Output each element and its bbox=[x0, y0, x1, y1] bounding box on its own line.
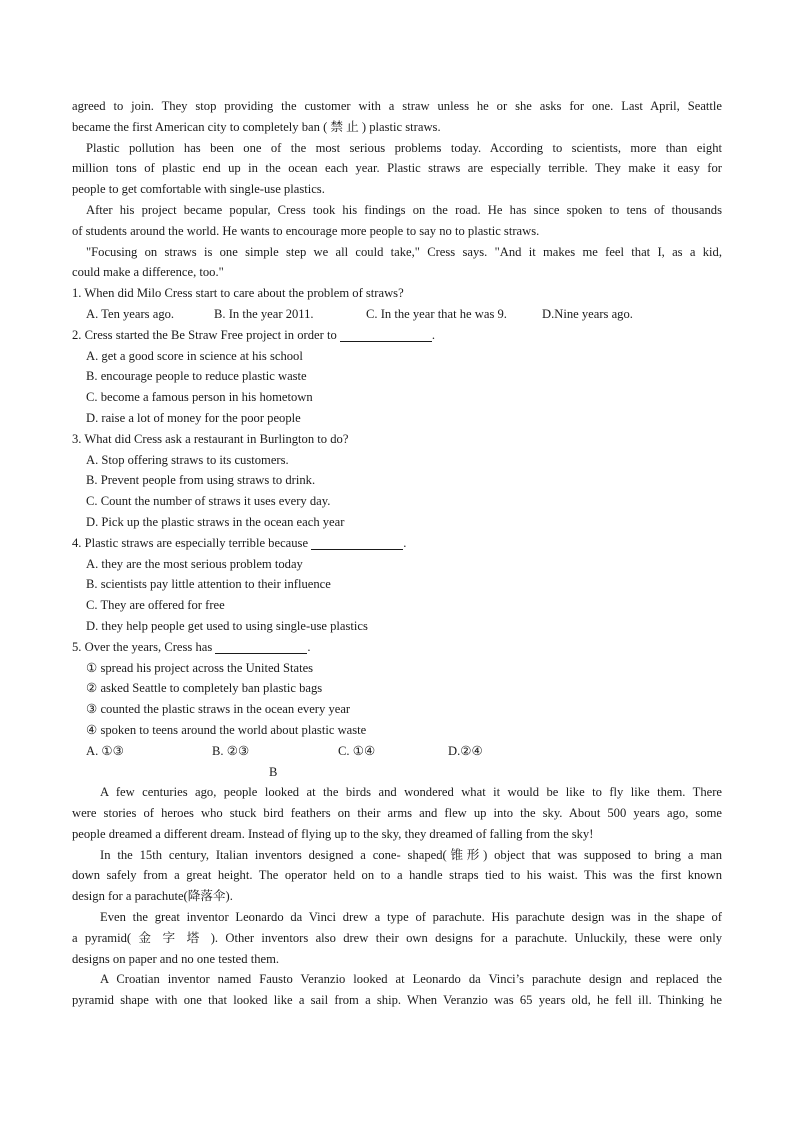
question-1-options bbox=[72, 304, 722, 325]
passage-a-line: became the first American city to completely ban ( 禁 止 ) plastic straws. bbox=[72, 119, 441, 134]
statement-item: ① spread his project across the United States bbox=[86, 660, 314, 675]
passage-b-line: design for a parachute(降落伞). bbox=[72, 889, 233, 904]
option-d[interactable]: D. they help people get used to using single-use plastics bbox=[86, 618, 368, 633]
option-a[interactable]: A. get a good score in science at his school bbox=[86, 348, 303, 363]
section-b-label: B bbox=[269, 764, 278, 779]
option-c[interactable]: C. They are offered for free bbox=[86, 598, 225, 613]
option-b[interactable]: B. In the year 2011. bbox=[214, 306, 314, 321]
passage-a-line: of students around the world. He wants to encourage more people to say no to plastic straws. bbox=[72, 223, 540, 238]
option-a[interactable]: A. they are the most serious problem today bbox=[86, 556, 303, 571]
option-c[interactable]: C. In the year that he was 9. bbox=[366, 306, 507, 321]
passage-b-line: designs on paper and no one tested them. bbox=[72, 951, 280, 966]
option-b[interactable]: B. ②③ bbox=[212, 743, 250, 758]
question-4-stem-text: 4. Plastic straws are especially terrible because bbox=[72, 535, 312, 550]
question-2-stem bbox=[72, 325, 722, 346]
passage-b-line: A few centuries ago, people looked at the birds and wondered what it would be like to fly like them. There bbox=[100, 785, 722, 800]
passage-a-line: Plastic pollution has been one of the most serious problems today. According to scientists, more than eight bbox=[86, 140, 722, 155]
passage-a-line: could make a difference, too." bbox=[72, 265, 224, 280]
passage-a-line: "Focusing on straws is one simple step we all could take," Cress says. "And it makes me feel that I, as a kid, bbox=[86, 244, 722, 259]
option-c[interactable]: C. ①④ bbox=[338, 743, 376, 758]
passage-b-line: A Croatian inventor named Fausto Veranzio looked at Leonardo da Vinci’s parachute design and replaced the bbox=[100, 972, 722, 987]
passage-a-line: After his project became popular, Cress took his findings on the road. He has since spoken to tens of thousands bbox=[86, 202, 722, 217]
stem-end: . bbox=[403, 535, 407, 550]
passage-b-line: In the 15th century, Italian inventors designed a cone- shaped(锥形) object that was supposed to bring a man bbox=[100, 847, 722, 862]
statement-item: ② asked Seattle to completely ban plastic bags bbox=[86, 681, 323, 696]
option-d[interactable]: D.Nine years ago. bbox=[542, 306, 633, 321]
question-1-stem: 1. When did Milo Cress start to care about the problem of straws? bbox=[72, 286, 404, 301]
option-c[interactable]: C. become a famous person in his hometown bbox=[86, 390, 313, 405]
question-3-stem: 3. What did Cress ask a restaurant in Burlington to do? bbox=[72, 431, 349, 446]
question-5-stem bbox=[72, 637, 722, 658]
passage-b-line: a pyramid( 金 字 塔 ). Other inventors also drew their own designs for a parachute. Unluckily, these were only bbox=[72, 930, 722, 945]
document-page bbox=[72, 96, 722, 1011]
question-5-stem-text: 5. Over the years, Cress has bbox=[72, 639, 216, 654]
stem-end: . bbox=[431, 327, 436, 342]
passage-b-line: people dreamed a different dream. Instead of flying up to the sky, they dreamed of falling from the sky! bbox=[72, 826, 594, 841]
passage-b-line: down safely from a great height. The operator held on to a handle straps tied to his waist. This was the first known bbox=[72, 868, 722, 883]
answer-blank bbox=[311, 535, 403, 550]
passage-a-line: agreed to join. They stop providing the customer with a straw unless he or she asks for one. Last April, Seattle bbox=[72, 99, 722, 113]
passage-a-line: million tons of plastic end up in the ocean each year. Plastic straws are especially terrible. They make it easy for bbox=[72, 161, 722, 176]
question-5-options bbox=[72, 741, 722, 762]
option-a[interactable]: A. ①③ bbox=[86, 743, 124, 758]
statement-item: ④ spoken to teens around the world about plastic waste bbox=[86, 722, 367, 737]
answer-blank bbox=[215, 639, 307, 654]
option-d[interactable]: D. raise a lot of money for the poor people bbox=[86, 410, 301, 425]
question-2-stem-text: 2. Cress started the Be Straw Free project in order to bbox=[72, 327, 340, 342]
answer-blank bbox=[340, 327, 432, 342]
passage-b-line: Even the great inventor Leonardo da Vinci drew a type of parachute. His parachute design was in the shape of bbox=[100, 910, 722, 925]
stem-end: . bbox=[307, 639, 311, 654]
option-a[interactable]: A. Ten years ago. bbox=[86, 306, 175, 321]
option-b[interactable]: B. Prevent people from using straws to drink. bbox=[86, 473, 316, 488]
option-a[interactable]: A. Stop offering straws to its customers. bbox=[86, 452, 289, 467]
question-4-stem bbox=[72, 533, 722, 554]
passage-b-line: were stories of heroes who stuck bird feathers on their arms and flew up into the sky. About 500 years ago, some bbox=[72, 806, 722, 821]
passage-b-line: pyramid shape with one that looked like a sail from a ship. When Veranzio was 65 years old, he fell ill. Thinking he bbox=[72, 993, 722, 1008]
option-b[interactable]: B. scientists pay little attention to their influence bbox=[86, 577, 331, 592]
passage-a-line: people to get comfortable with single-use plastics. bbox=[72, 182, 325, 197]
option-b[interactable]: B. encourage people to reduce plastic waste bbox=[86, 369, 307, 384]
option-d[interactable]: D. Pick up the plastic straws in the ocean each year bbox=[86, 514, 345, 529]
option-d[interactable]: D.②④ bbox=[448, 743, 483, 758]
option-c[interactable]: C. Count the number of straws it uses every day. bbox=[86, 494, 331, 509]
statement-item: ③ counted the plastic straws in the ocean every year bbox=[86, 702, 351, 717]
